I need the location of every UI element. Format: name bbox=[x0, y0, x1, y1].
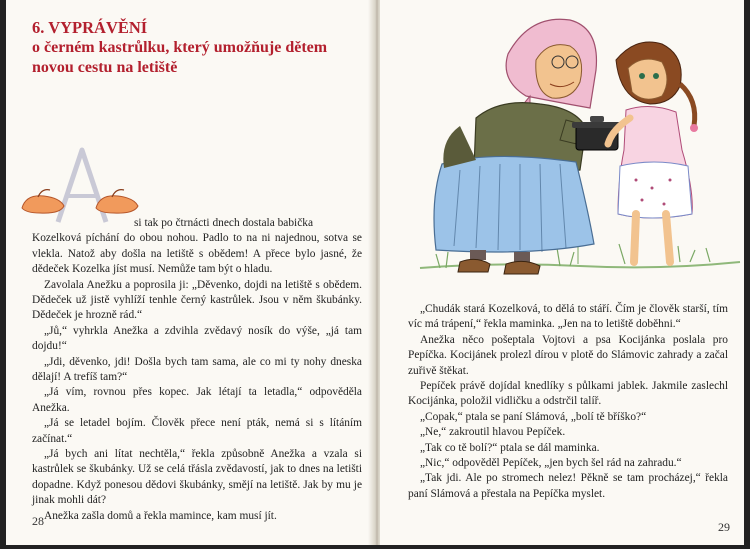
drop-cap-a-with-shoes bbox=[20, 140, 140, 230]
right-page bbox=[380, 0, 744, 549]
page-number-right: 29 bbox=[718, 520, 730, 534]
paragraph: „Já bych ani lítat nechtěla,“ řekla způsobně Anežka a vzala si kastrůlek se škubánky. Už se celá třásla zvědavostí, jak to dnes na letišti dopadne. Když ponesou dědovi škubánky, smějí na letiště. Jak by mu je jinak mohli dát? bbox=[32, 448, 362, 507]
paragraph: Kozelková píchání do obou nohou. Padlo to na ni najednou, sotva se vlekla. Natož aby došla na letiště s obědem! A přece bylo jasné, že dědeček Kozelka jíst musí. Nemůže tam být o hladu. bbox=[32, 232, 362, 276]
scan-edge-bottom bbox=[0, 545, 750, 549]
paragraph: „Jdi, děvenko, jdi! Došla bych tam sama, ale co mi ty nohy dneska dělají! A trefíš tam?“ bbox=[32, 355, 362, 384]
illustration-grandmother-and-girl bbox=[380, 0, 744, 290]
chapter-title bbox=[32, 18, 362, 78]
paragraph: „Tak co tě bolí?“ ptala se dál maminka. bbox=[420, 441, 600, 454]
paragraph: „Já se letadel bojím. Člověk přece není pták, nemá si s lítáním začínat.“ bbox=[32, 417, 362, 445]
paragraph: „Já vím, rovnou přes kopec. Jak létají ta letadla,“ odpověděla Anežka. bbox=[32, 386, 362, 414]
paragraph: „Ne,“ zakroutil hlavou Pepíček. bbox=[420, 426, 566, 439]
right-page-text bbox=[408, 302, 728, 502]
paragraph: „Chudák stará Kozelková, to dělá to stáří. Čím je člověk starší, tím víc má trápení,“ řekla maminka. „Jen na to letiště doběhni.“ bbox=[408, 303, 728, 331]
paragraph: „Jů,“ vyhrkla Anežka a zdvihla zvědavý nosík do výše, „já tam dojdu!“ bbox=[32, 324, 362, 353]
chapter-heading: 6. VYPRÁVĚNÍ bbox=[32, 18, 148, 37]
left-page bbox=[6, 0, 374, 549]
chapter-subtitle: o černém kastrůlku, který umožňuje dětem novou cestu na letiště bbox=[32, 39, 328, 76]
left-page-text bbox=[32, 231, 362, 524]
girl-figure bbox=[608, 42, 698, 262]
page-number-left: 28 bbox=[32, 514, 44, 528]
paragraph: Zavolala Anežku a poprosila ji: „Děvenko, dojdi na letiště s obědem. Dědeček už jistě vyhlíží tenhle černý kastrůlek. Jsou v něm škubánky. Dědeček je hrozně rád.“ bbox=[32, 278, 362, 322]
paragraph: „Tak jdi. Ale po stromech nelez! Pěkně se tam procházej,“ řekla paní Slámová a přestala na Pepíčka myslet. bbox=[408, 472, 728, 500]
first-line-after-dropcap: si tak po čtrnácti dnech dostala babička bbox=[134, 217, 314, 229]
paragraph: „Copak,“ ptala se paní Slámová, „bolí tě bříško?“ bbox=[420, 410, 647, 423]
paragraph: Anežka něco pošeptala Vojtovi a psa Kocijánka poslala pro Pepíčka. Kocijánek prolezl dírou v plotě do Slámovic zahrady a začal zuřivě štěkat. bbox=[408, 333, 728, 377]
paragraph: Anežka zašla domů a řekla mamince, kam musí jít. bbox=[44, 509, 277, 522]
paragraph: Pepíček právě dojídal knedlíky s půlkami jablek. Jakmile zaslechl Kocijánka, položil vidličku a odstrčil talíř. bbox=[408, 380, 728, 408]
paragraph: „Nic,“ odpověděl Pepíček, „jen bych šel rád na zahradu.“ bbox=[420, 457, 682, 470]
scan-edge-right bbox=[744, 0, 750, 549]
